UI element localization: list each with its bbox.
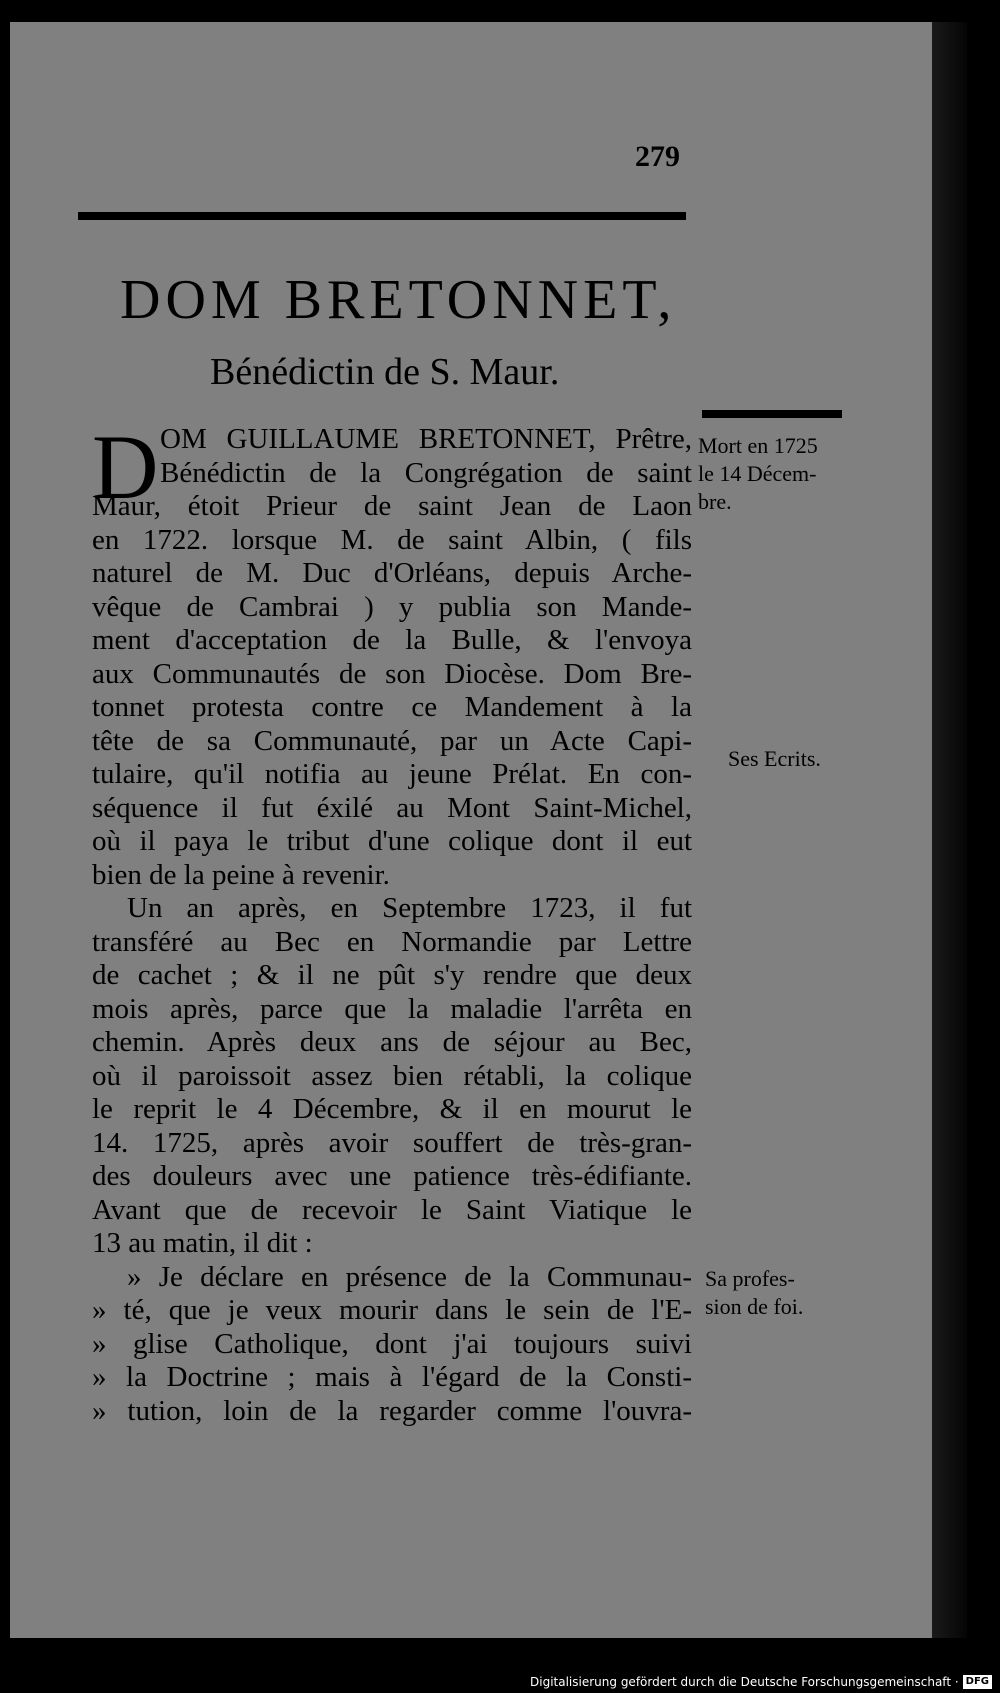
text-line: 14. 1725, après avoir souffert de très-gran-: [92, 1126, 692, 1159]
text-line: bien de la peine à revenir.: [92, 858, 390, 891]
paragraph-2: [92, 892, 692, 1428]
dfg-logo: DFG: [963, 1675, 992, 1689]
quote-line: » Je déclare en présence de la Communau-: [127, 1260, 692, 1293]
text-line: aux Communautés de son Diocèse. Dom Bre-: [92, 657, 692, 690]
text-line: 13 au matin, il dit :: [92, 1227, 313, 1259]
margin-note-writings: [728, 745, 878, 773]
text-line: mois après, parce que la maladie l'arrêta en: [92, 992, 692, 1025]
drop-cap: D: [92, 416, 159, 518]
text-line: où il paroissoit assez bien rétabli, la colique: [92, 1059, 692, 1092]
text-line: où il paya le tribut d'une colique dont il eut: [92, 825, 692, 857]
text-line: vêque de Cambrai ) y publia son Mande-: [92, 590, 692, 623]
text-line: le reprit le 4 Décembre, & il en mourut le: [92, 1093, 692, 1125]
margin-note-profession-of-faith: [705, 1265, 855, 1321]
margin-note-line: Sa profes-: [705, 1266, 795, 1291]
margin-note-line: bre.: [698, 489, 732, 514]
margin-note-line: le 14 Décem-: [698, 461, 817, 486]
text-line: tête de sa Communauté, par un Acte Capi-: [92, 724, 692, 757]
text-line: Avant que de recevoir le Saint Viatique le: [92, 1193, 692, 1226]
page-number: 279: [635, 140, 680, 173]
text-line: séquence il fut éxilé au Mont Saint-Michel,: [92, 791, 692, 824]
page-subtitle: Bénédictin de S. Maur.: [210, 351, 560, 393]
quote-line: » la Doctrine ; mais à l'égard de la Consti-: [92, 1361, 692, 1393]
text-line: chemin. Après deux ans de séjour au Bec,: [92, 1026, 692, 1058]
quote-line: » tution, loin de la regarder comme l'ouvra-: [92, 1394, 692, 1427]
margin-note-line: sion de foi.: [705, 1294, 804, 1319]
footer-text: Digitalisierung gefördert durch die Deutsche Forschungsgemeinschaft ·: [530, 1675, 959, 1689]
text-line: en 1722. lorsque M. de saint Albin, ( fils: [92, 523, 692, 556]
text-line: Bénédictin de la Congrégation de saint: [160, 456, 692, 489]
page-gutter: [932, 22, 967, 1638]
text-line: des douleurs avec une patience très-édifiante.: [92, 1160, 692, 1192]
quote-line: » té, que je veux mourir dans le sein de l'E-: [92, 1294, 692, 1326]
text-line: ment d'acceptation de la Bulle, & l'envoya: [92, 624, 692, 656]
text-line: de cachet ; & il ne pût s'y rendre que deux: [92, 959, 692, 991]
text-line: Un an après, en Septembre 1723, il fut: [127, 892, 692, 924]
margin-note-line: Mort en 1725: [698, 433, 818, 458]
page-title: DOM BRETONNET,: [120, 269, 677, 331]
text-line: OM GUILLAUME BRETONNET, Prêtre,: [160, 423, 692, 455]
margin-rule: [702, 410, 842, 418]
margin-note-line: Ses Ecrits.: [728, 746, 821, 771]
text-line: tulaire, qu'il notifia au jeune Prélat. En con-: [92, 758, 692, 790]
header-rule: [78, 212, 686, 220]
quote-line: » glise Catholique, dont j'ai toujours suivi: [92, 1327, 692, 1360]
text-line: transféré au Bec en Normandie par Lettre: [92, 925, 692, 958]
text-line: naturel de M. Duc d'Orléans, depuis Arche-: [92, 557, 692, 589]
text-line: Maur, étoit Prieur de saint Jean de Laon: [92, 490, 692, 522]
paragraph-1: [92, 416, 692, 892]
text-line: tonnet protesta contre ce Mandement à la: [92, 691, 692, 723]
digitization-footer: [530, 1673, 992, 1691]
margin-note-death: [698, 432, 848, 516]
